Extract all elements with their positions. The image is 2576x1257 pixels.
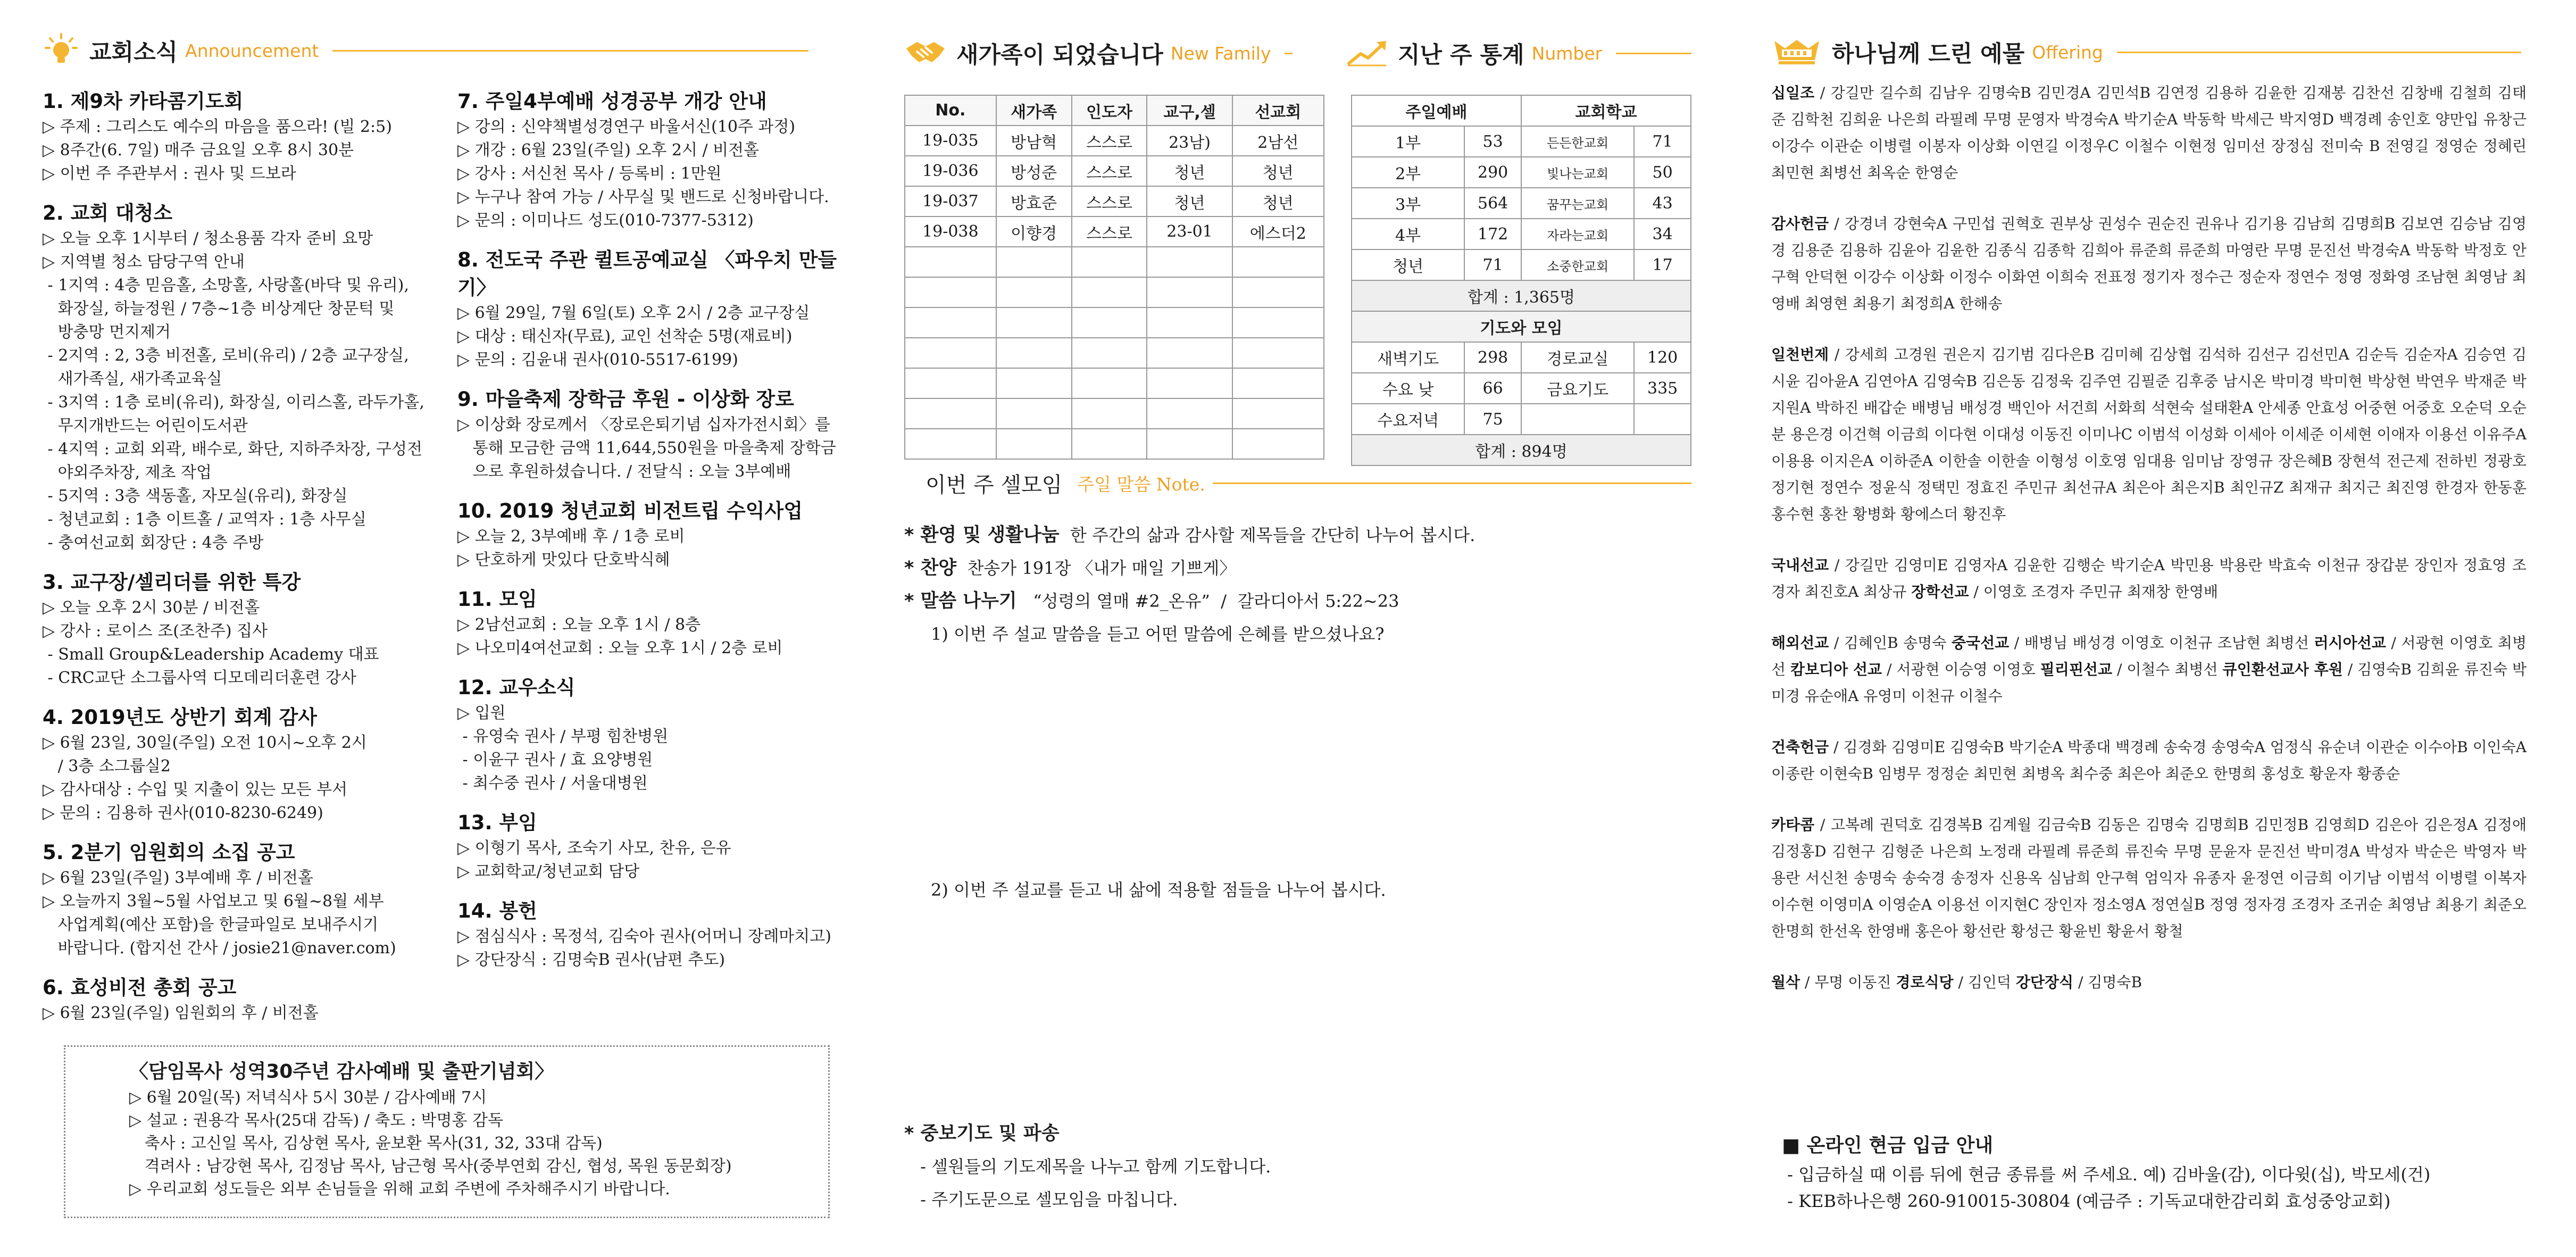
new-family-cell	[996, 277, 1072, 307]
announcement-item	[43, 839, 436, 960]
new-family-cell: 19-035	[905, 126, 996, 156]
new-family-cell	[1072, 398, 1147, 429]
announcement-item-line: ▷ 강단장식 : 김명숙B 권사(남편 추도)	[457, 951, 726, 969]
new-family-header	[904, 37, 1293, 70]
stats-cell: 53	[1464, 126, 1521, 157]
offering-names: / 김혜인B 송명숙	[1829, 634, 1952, 652]
announcement-item	[43, 974, 436, 1025]
offering-names: / 서광현 이승영 이영호	[1882, 661, 2040, 678]
announcement-item-line: ▷ 이번 주 주관부서 : 권사 및 드보라	[43, 164, 296, 183]
announcement-item-line: - 1지역 : 4층 믿음홀, 소망홀, 사랑홀(바닥 및 유리),	[43, 276, 409, 295]
online-offering-line-2: - KEB하나은행 260-910015-30804 (예금주 : 기독교대한감리회 효성중앙교회)	[1782, 1191, 2391, 1211]
stats-total-2: 합계 : 894명	[1352, 435, 1691, 465]
offering-group	[1771, 211, 2527, 317]
announcement-item	[457, 809, 840, 884]
offering-category: 경로식당	[1896, 973, 1954, 991]
prayer-cell: 298	[1464, 342, 1521, 373]
announcement-item-line: ▷ 누구나 참여 가능 / 사무실 및 밴드로 신청바랍니다.	[457, 188, 829, 206]
announcement-item-line: ▷ 강의 : 신약책별성경연구 바울서신(10주 과정)	[457, 118, 796, 136]
new-family-header-cell: 교구,셀	[1147, 95, 1232, 126]
announcement-item-line: ▷ 6월 23일(주일) 3부예배 후 / 비전홀	[43, 869, 313, 887]
announcement-item-line: 화장실, 하늘정원 / 7층~1층 비상계단 창문턱 및	[43, 299, 395, 318]
stats-cell: 43	[1634, 188, 1691, 219]
prayer-cell: 경로교실	[1521, 342, 1634, 373]
new-family-title: 새가족이 되었습니다	[956, 42, 1163, 69]
header-rule	[332, 50, 808, 52]
table-row	[905, 368, 1324, 398]
cell-hymn-label: * 찬양	[904, 557, 957, 579]
new-family-cell: 2남선	[1232, 126, 1324, 156]
announcement-item-title: 9. 마을축제 장학금 후원 - 이상화 장로	[457, 388, 794, 411]
stats-title-en: Number	[1531, 43, 1603, 64]
announcement-item-line: 무지개반드는 어린이도서관	[43, 417, 248, 435]
new-family-cell	[1147, 307, 1232, 338]
announcement-item	[43, 199, 436, 555]
prayer-cell	[1634, 404, 1691, 435]
announcement-item-line: 방충망 먼지제거	[43, 323, 171, 342]
table-row	[905, 338, 1324, 368]
announcement-item	[457, 88, 840, 232]
new-family-cell: 스스로	[1072, 217, 1147, 247]
anniversary-notice-line: 축사 : 고신일 목사, 김상현 목사, 윤보환 목사(31, 32, 33대 감독)	[129, 1134, 603, 1153]
offering-category: 필리핀선교	[2040, 661, 2112, 678]
new-family-cell	[1232, 368, 1324, 398]
announcement-item	[457, 497, 840, 572]
new-family-cell: 방성준	[996, 156, 1072, 186]
announcement-item-title: 4. 2019년도 상반기 회계 감사	[43, 706, 317, 729]
announcement-item-line: 새가족실, 새가족교육실	[43, 370, 222, 388]
new-family-cell: 방효준	[996, 186, 1072, 217]
anniversary-notice-line: ▷ 우리교회 성도들은 외부 손님들을 위해 교회 주변에 주차해주시기 바랍니다.	[129, 1180, 670, 1198]
stats-cell: 17	[1634, 249, 1691, 280]
table-row	[905, 247, 1324, 277]
prayer-cell: 수요저녁	[1352, 404, 1464, 435]
stats-cell: 든든한교회	[1521, 126, 1634, 157]
cell-word-text: “성령의 열매 #2_온유” / 갈라디아서 5:22~23	[1033, 591, 1399, 611]
stats-cell: 71	[1464, 249, 1521, 280]
new-family-header-cell: 인도자	[1072, 95, 1147, 126]
offering-group	[1771, 342, 2527, 528]
announcement-title: 교회소식	[89, 39, 178, 66]
stats-cell: 290	[1464, 157, 1521, 188]
stats-cell: 2부	[1352, 157, 1464, 188]
offering-category: 카타콤	[1771, 816, 1815, 834]
announcement-item-line: ▷ 오늘까지 3월~5월 사업보고 및 6월~8월 세부	[43, 892, 384, 911]
cell-prayer-label: * 중보기도 및 파송	[904, 1123, 1060, 1144]
announcement-item-line: ▷ 오늘 오후 1시부터 / 청소용품 각자 준비 요망	[43, 229, 373, 248]
announcement-item-line: ▷ 2남선교회 : 오늘 오후 1시 / 8층	[457, 615, 701, 634]
offering-category: 큐인환선교사 후원	[2222, 661, 2343, 678]
prayer-header: 기도와 모임	[1352, 311, 1691, 342]
stats-cell: 34	[1634, 219, 1691, 249]
announcement-item-title: 3. 교구장/셀리더를 위한 특강	[43, 571, 301, 594]
announcement-item-line: - 4지역 : 교회 외곽, 배수로, 화단, 지하주차장, 구성전	[43, 440, 422, 459]
new-family-cell	[1147, 398, 1232, 429]
offering-group	[1771, 969, 2527, 996]
header-rule	[1616, 53, 1691, 54]
offering-category: 일천번제	[1771, 346, 1829, 363]
table-row	[1352, 219, 1691, 249]
chart-up-icon	[1346, 38, 1388, 70]
prayer-cell: 120	[1634, 342, 1691, 373]
announcement-item	[43, 704, 436, 825]
new-family-cell	[996, 368, 1072, 398]
table-row	[905, 156, 1324, 186]
header-rule	[1285, 53, 1293, 54]
new-family-cell: 청년	[1232, 186, 1324, 217]
new-family-cell	[1232, 429, 1324, 459]
announcement-item-title: 10. 2019 청년교회 비전트립 수익사업	[457, 500, 803, 522]
lightbulb-icon	[43, 33, 80, 68]
crown-basket-icon	[1771, 37, 1822, 69]
offering-names: / 무명 이동진	[1800, 973, 1896, 991]
new-family-cell	[1072, 247, 1147, 277]
new-family-cell	[905, 247, 996, 277]
new-family-cell	[905, 338, 996, 368]
cell-meeting-body-mid	[904, 873, 1702, 906]
stats-cell: 1부	[1352, 126, 1464, 157]
prayer-cell: 수요 낮	[1352, 373, 1464, 404]
new-family-header-cell: 새가족	[996, 95, 1072, 126]
new-family-cell: 스스로	[1072, 126, 1147, 156]
cell-prayer-line-2: - 주기도문으로 셀모임을 마칩니다.	[915, 1189, 1178, 1210]
offering-title-en: Offering	[2032, 42, 2103, 63]
anniversary-notice-line: ▷ 6월 20일(목) 저녁식사 5시 30분 / 감사예배 7시	[129, 1088, 487, 1107]
offering-category: 국내선교	[1771, 556, 1829, 574]
stats-cell: 3부	[1352, 188, 1464, 219]
new-family-cell	[1072, 429, 1147, 459]
new-family-cell	[1147, 247, 1232, 277]
announcement-item-line: - 청년교회 : 1층 이트홀 / 교역자 : 1층 사무실	[43, 510, 366, 529]
offering-names: / 강길만 길수희 김남우 김명숙B 김민경A 김민석B 김연정 김용하 김윤한 김재봉 김찬선 김창배 김철희 김태준 김학천 김희윤 나은희 라필례 무명 문영자 박경숙A 박기순A 박동학 박세근 박지영D 백경례 송인호 양만입 유창근 이강수 이관순 이병렬 이봉자 이상화 이연길 이정우C 이철수 이현정 임미선 장정심 전미숙 B 전영길 정영순 정혜린 최민현 최병선 최옥순 한영순	[1771, 84, 2527, 181]
announcement-right-list	[457, 88, 840, 986]
handshake-icon	[904, 38, 947, 70]
announcement-item-line: ▷ 6월 23일(주일) 임원회의 후 / 비전홀	[43, 1004, 319, 1022]
offering-list	[1771, 80, 2527, 1020]
offering-header	[1771, 36, 2521, 69]
announcement-item	[457, 674, 840, 795]
announcement-item-line: ▷ 대상 : 태신자(무료), 교인 선착순 5명(재료비)	[457, 327, 793, 346]
stats-cell: 청년	[1352, 249, 1464, 280]
stats-cell: 50	[1634, 157, 1691, 188]
announcement-item-line: ▷ 6월 29일, 7월 6일(토) 오후 2시 / 2층 교구장실	[457, 304, 810, 322]
announcement-item	[457, 246, 840, 372]
cell-word-label: * 말씀 나누기	[904, 590, 1017, 612]
new-family-cell	[905, 368, 996, 398]
stats-cell: 4부	[1352, 219, 1464, 249]
new-family-cell	[1147, 338, 1232, 368]
announcement-item-line: ▷ 문의 : 이미나드 성도(010-7377-5312)	[457, 211, 754, 230]
announcement-item-title: 2. 교회 대청소	[43, 202, 173, 224]
offering-category: 러시아선교	[2314, 634, 2386, 652]
announcement-item-line: - 3지역 : 1층 로비(유리), 화장실, 이리스홀, 라두가홀,	[43, 393, 424, 412]
offering-category: 감사헌금	[1771, 215, 1829, 232]
offering-category: 중국선교	[1951, 634, 2010, 652]
offering-names: / 김경화 김영미E 김영숙B 박기순A 박종대 백경례 송숙경 송영숙A 엄정식 유순녀 이관순 이수아B 이인숙A 이종란 이현숙B 임병무 정정순 최민현 최병옥 최수중 최은아 최준오 한명희 홍성호 황운자 황종순	[1771, 738, 2527, 782]
announcement-item	[457, 386, 840, 484]
cell-meeting-title: 이번 주 셀모임	[926, 473, 1063, 497]
anniversary-notice-line: 격려사 : 남강현 목사, 김정남 목사, 남근형 목사(중부연회 감신, 협성, 목원 동문회장)	[129, 1157, 732, 1176]
cell-meeting-body-bottom	[904, 1117, 1702, 1216]
new-family-header-cell: 선교회	[1232, 95, 1324, 126]
new-family-cell: 에스더2	[1232, 217, 1324, 247]
new-family-cell	[1232, 277, 1324, 307]
new-family-cell	[1232, 338, 1324, 368]
new-family-cell: 19-036	[905, 156, 996, 186]
new-family-cell	[1072, 277, 1147, 307]
announcement-item	[457, 897, 840, 972]
anniversary-notice-line: ▷ 설교 : 권용각 목사(25대 감독) / 축도 : 박명홍 감독	[129, 1111, 503, 1130]
announcement-item-title: 11. 모임	[457, 588, 537, 611]
announcement-item-line: ▷ 이상화 장로께서 〈장로은퇴기념 십자가전시회〉를	[457, 415, 830, 434]
stats-cell: 빛나는교회	[1521, 157, 1634, 188]
new-family-header-cell: No.	[905, 95, 996, 126]
announcement-item-title: 5. 2분기 임원회의 소집 공고	[43, 841, 295, 864]
announcement-item-title: 8. 전도국 주관 퀼트공예교실 〈파우치 만들기〉	[457, 248, 837, 299]
prayer-cell: 66	[1464, 373, 1521, 404]
announcement-item-line: - Small Group&Leadership Academy 대표	[43, 645, 379, 664]
announcement-item-line: 야외주차장, 제초 작업	[43, 463, 212, 482]
new-family-cell	[996, 429, 1072, 459]
offering-names: / 김명숙B	[2073, 973, 2143, 991]
new-family-cell	[1232, 247, 1324, 277]
announcement-item-line: ▷ 주제 : 그리스도 예수의 마음을 품으라! (빌 2:5)	[43, 118, 392, 136]
table-row	[905, 429, 1324, 459]
announcement-item-line: - CRC교단 소그룹사역 디모데리더훈련 강사	[43, 669, 356, 687]
offering-group	[1771, 812, 2527, 945]
new-family-cell	[1072, 307, 1147, 338]
stats-cell: 172	[1464, 219, 1521, 249]
new-family-cell	[1232, 398, 1324, 429]
table-row	[905, 277, 1324, 307]
offering-names: / 강경녀 강현숙A 구민섭 권혁호 권부상 권성수 권순진 권유나 김기용 김남희 김명희B 김보연 김승남 김영경 김용준 김용하 김윤아 김윤한 김종식 김종학 김희아 류준희 류준희 마영란 무명 문진선 박경숙A 박동학 박정호 안구혁 안덕현 이강수 이상화 이정수 이화연 이희숙 전표정 정기자 정수근 정순자 정연수 정영 정화영 조남현 최영남 최영배 최영현 최용기 최정희A 한해송	[1771, 215, 2527, 312]
table-row	[1352, 373, 1691, 404]
new-family-cell	[905, 429, 996, 459]
new-family-cell: 방남혁	[996, 126, 1072, 156]
offering-group	[1771, 80, 2527, 186]
announcement-item-line: ▷ 점심식사 : 목정석, 김숙아 권사(어머니 장례마치고)	[457, 927, 831, 946]
cell-hymn-text: 찬송가 191장 〈내가 매일 기쁘게〉	[967, 558, 1237, 578]
stats-cell: 꿈꾸는교회	[1521, 188, 1634, 219]
cell-question-2: 2) 이번 주 설교를 듣고 내 삶에 적용할 점들을 나누어 봅시다.	[931, 880, 1386, 900]
announcement-item-line: - 2지역 : 2, 3층 비전홀, 로비(유리) / 2층 교구장실,	[43, 346, 409, 365]
announcement-header	[43, 33, 808, 68]
announcement-item-title: 7. 주일4부예배 성경공부 개강 안내	[457, 90, 767, 113]
announcement-item-line: ▷ 문의 : 김용하 권사(010-8230-6249)	[43, 804, 323, 822]
offering-category: 강단장식	[2015, 973, 2074, 991]
stats-cell: 자라는교회	[1521, 219, 1634, 249]
worship-header: 주일예배	[1352, 95, 1521, 126]
new-family-cell	[1147, 368, 1232, 398]
new-family-cell	[996, 398, 1072, 429]
announcement-item-line: 으로 후원하셨습니다. / 전달식 : 오늘 3부예배	[457, 462, 791, 481]
announcement-item-line: ▷ 단호하게 맛있다 단호박식혜	[457, 551, 670, 569]
stats-table	[1351, 95, 1691, 466]
table-row	[1352, 404, 1691, 435]
announcement-item-title: 12. 교우소식	[457, 676, 576, 699]
new-family-title-en: New Family	[1170, 43, 1271, 64]
offering-names: / 강세희 고경원 권은지 김기범 김다은B 김미혜 김상협 김석하 김선구 김선민A 김순득 김순자A 김승연 김시윤 김아윤A 김연아A 김영숙B 김은동 김정욱 김주연 김필준 김후중 남시온 박미경 박미현 박상현 박연우 박재준 박지원A 박하진 배갑순 배병님 배성경 백인아 서건희 서화희 석현숙 설태환A 안세종 안효성 어중현 어중호 오순덕 오순분 용은경 이건혁 이금희 이다현 이대성 이동진 이미나C 이범석 이성화 이세아 이세준 이세현 이애자 이용선 이유주A 이용용 이지은A 이하준A 이한솔 이한솔 이형성 이호영 임대용 임미남 장영규 장은혜B 장현석 전근제 전하빈 정광호 정기현 정연수 정윤식 정택민 정효진 주민규 최선규A 최은아 최은지B 최인규Z 최재규 최지근 최진영 한경자 한동훈 홍수현 홍찬 황병화 황에스더 황진후	[1771, 346, 2527, 523]
new-family-cell: 스스로	[1072, 156, 1147, 186]
new-family-cell: 23남)	[1147, 126, 1232, 156]
table-row	[905, 307, 1324, 338]
offering-group	[1771, 552, 2527, 605]
prayer-cell: 75	[1464, 404, 1521, 435]
offering-group	[1771, 734, 2527, 787]
offering-category: 건축헌금	[1771, 738, 1829, 756]
cell-welcome-text: 한 주간의 삶과 감사할 제목들을 간단히 나누어 봅시다.	[1070, 525, 1475, 545]
announcement-item-line: - 최수중 권사 / 서울대병원	[457, 774, 648, 793]
announcement-title-en: Announcement	[185, 40, 319, 61]
new-family-cell	[1072, 368, 1147, 398]
announcement-item-line: ▷ 교회학교/청년교회 담당	[457, 862, 640, 881]
new-family-cell: 스스로	[1072, 186, 1147, 217]
prayer-cell: 새벽기도	[1352, 342, 1464, 373]
announcement-item-line: / 3층 소그룹실2	[43, 757, 171, 776]
announcement-item-line: 통해 모금한 금액 11,644,550원을 마을축제 장학금	[457, 439, 836, 457]
announcement-left-list	[43, 88, 436, 1039]
stats-cell: 소중한교회	[1521, 249, 1634, 280]
announcement-item-title: 13. 부임	[457, 811, 537, 834]
new-family-cell	[905, 398, 996, 429]
offering-names: / 이영호 조경자 주민규 최재창 한영배	[1969, 583, 2219, 601]
cell-meeting-body-top	[904, 519, 1702, 651]
new-family-table	[904, 95, 1324, 460]
new-family-cell	[1072, 338, 1147, 368]
announcement-item-line: ▷ 문의 : 김윤내 권사(010-5517-6199)	[457, 351, 738, 369]
offering-names: / 서광현 이영호 최병선	[1771, 634, 2527, 678]
new-family-cell	[996, 247, 1072, 277]
offering-category: 캄보디아 선교	[1790, 661, 1882, 678]
new-family-cell	[905, 277, 996, 307]
announcement-item-line: ▷ 강사 : 서신천 목사 / 등록비 : 1만원	[457, 164, 722, 183]
anniversary-notice-box	[64, 1045, 830, 1218]
online-offering-notice	[1782, 1130, 2527, 1214]
announcement-item-line: ▷ 강사 : 로이스 조(조찬주) 집사	[43, 622, 268, 640]
announcement-item-line: ▷ 오늘 2, 3부예배 후 / 1층 로비	[457, 527, 685, 546]
offering-category: 해외선교	[1771, 634, 1829, 652]
new-family-cell	[996, 338, 1072, 368]
cell-prayer-line-1: - 셀원들의 기도제목을 나누고 함께 기도합니다.	[915, 1156, 1271, 1177]
prayer-cell: 금요기도	[1521, 373, 1634, 404]
table-row	[905, 126, 1324, 156]
new-family-cell	[1147, 277, 1232, 307]
online-offering-line-1: - 입금하실 때 이름 뒤에 현금 종류를 써 주세요. 예) 김바울(감), 이다윗(십), 박모세(건)	[1782, 1164, 2431, 1185]
new-family-cell	[1147, 429, 1232, 459]
cell-welcome-label: * 환영 및 생활나눔	[904, 525, 1060, 546]
table-row	[1352, 188, 1691, 219]
new-family-cell	[996, 307, 1072, 338]
stats-cell: 564	[1464, 188, 1521, 219]
announcement-item-line: ▷ 6월 23일, 30일(주일) 오전 10시~오후 2시	[43, 734, 367, 752]
offering-names: / 김영숙B 김희윤 류진숙 박미경 유순애A 유영미 이천규 이철수	[1771, 661, 2527, 705]
offering-category: 십일조	[1771, 84, 1815, 102]
announcement-item-line: ▷ 이형기 목사, 조숙기 사모, 찬유, 은유	[457, 839, 731, 858]
table-row	[905, 398, 1324, 429]
cell-meeting-header	[926, 468, 1691, 498]
header-rule	[1213, 482, 1691, 484]
new-family-cell: 청년	[1232, 156, 1324, 186]
school-header: 교회학교	[1521, 95, 1691, 126]
announcement-item-title: 14. 봉헌	[457, 900, 537, 922]
announcement-item-line: - 5지역 : 3층 색동홀, 자모실(유리), 화장실	[43, 487, 348, 505]
offering-names: / 강길만 김영미E 김영자A 김윤한 김행순 박기순A 박민용 박용란 박효숙 이천규 장갑분 장인자 정효영 조경자 최진호A 최상규	[1771, 556, 2527, 601]
new-family-cell	[1232, 307, 1324, 338]
offering-names: / 이철수 최병선	[2112, 661, 2223, 678]
table-row	[1352, 126, 1691, 157]
offering-names: / 고복례 권덕호 김경복B 김계월 김금숙B 김동은 김명숙 김명희B 김민정B 김영희D 김은아 김은정A 김정애 김정홍D 김현구 김형준 나은희 노정래 라필례 류준희 류진숙 무명 문윤자 문진선 박미경A 박성자 박순은 박영자 박용란 서신천 송명숙 송숙경 송정자 신용옥 심남희 안구혁 엄익자 유종자 윤정연 이금희 이기남 이범석 이병렬 이복자 이수현 이영미A 이영순A 이용선 이지현C 장인자 정소영A 정연실B 정영 정자경 조경자 조귀순 최영남 최용기 최준오 한명희 한선옥 한영배 홍은아 황선란 황성근 황윤빈 황윤서 황철	[1771, 816, 2527, 940]
table-row	[905, 217, 1324, 247]
announcement-item-line: ▷ 나오미4여선교회 : 오늘 오후 1시 / 2층 로비	[457, 639, 783, 657]
table-row	[1352, 342, 1691, 373]
table-row	[1352, 157, 1691, 188]
offering-title: 하나님께 드린 예물	[1832, 41, 2025, 68]
new-family-cell: 청년	[1147, 186, 1232, 217]
new-family-cell: 23-01	[1147, 217, 1232, 247]
online-offering-title: ■ 온라인 현금 입금 안내	[1782, 1135, 1994, 1156]
stats-cell: 71	[1634, 126, 1691, 157]
new-family-cell: 19-037	[905, 186, 996, 217]
announcement-item-title: 6. 효성비전 총회 공고	[43, 976, 237, 999]
offering-group	[1771, 630, 2527, 710]
new-family-cell: 이향경	[996, 217, 1072, 247]
offering-names: / 김인덕	[1953, 973, 2016, 991]
offering-names: / 배병님 배성경 이영호 이천규 조남현 최병선	[2009, 634, 2314, 652]
offering-category: 월삭	[1771, 973, 1800, 991]
announcement-item-line: ▷ 지역별 청소 담당구역 안내	[43, 253, 245, 271]
announcement-item	[457, 586, 840, 660]
offering-category: 장학선교	[1911, 583, 1969, 601]
announcement-item-line: ▷ 8주간(6. 7일) 매주 금요일 오후 8시 30분	[43, 141, 354, 160]
announcement-item-line: - 유영숙 권사 / 부평 힘찬병원	[457, 727, 669, 746]
new-family-cell: 청년	[1147, 156, 1232, 186]
announcement-item-line: 바랍니다. (합지선 간사 / josie21@naver.com)	[43, 939, 396, 958]
announcement-item-line: - 이윤구 권사 / 효 요양병원	[457, 751, 653, 769]
stats-header	[1346, 37, 1691, 70]
table-row	[1352, 249, 1691, 280]
new-family-cell	[905, 307, 996, 338]
header-rule	[2117, 52, 2521, 53]
announcement-item-title: 1. 제9차 카타콤기도회	[43, 90, 244, 113]
announcement-item-line: 사업계획(예산 포함)을 한글파일로 보내주시기	[43, 915, 379, 934]
table-row	[905, 186, 1324, 217]
announcement-item	[43, 88, 436, 186]
announcement-item	[43, 569, 436, 690]
stats-title: 지난 주 통계	[1398, 42, 1524, 69]
announcement-item-line: ▷ 오늘 오후 2시 30분 / 비전홀	[43, 598, 260, 617]
announcement-item-line: ▷ 감사대상 : 수입 및 지출이 있는 모든 부서	[43, 780, 348, 799]
announcement-item-line: ▷ 개강 : 6월 23일(주일) 오후 2시 / 비전홀	[457, 141, 760, 160]
new-family-cell: 19-038	[905, 217, 996, 247]
prayer-cell	[1521, 404, 1634, 435]
announcement-item-line: ▷ 입원	[457, 704, 506, 722]
stats-total-1: 합계 : 1,365명	[1352, 280, 1691, 311]
announcement-item-line: - 충여선교회 회장단 : 4층 주방	[43, 534, 264, 552]
anniversary-notice-title: 〈담임목사 성역30주년 감사예배 및 출판기념회〉	[129, 1061, 554, 1083]
cell-meeting-note: 주일 말씀 Note.	[1077, 474, 1205, 495]
prayer-cell: 335	[1634, 373, 1691, 404]
cell-question-1: 1) 이번 주 설교 말씀을 듣고 어떤 말씀에 은혜를 받으셨나요?	[931, 624, 1385, 644]
